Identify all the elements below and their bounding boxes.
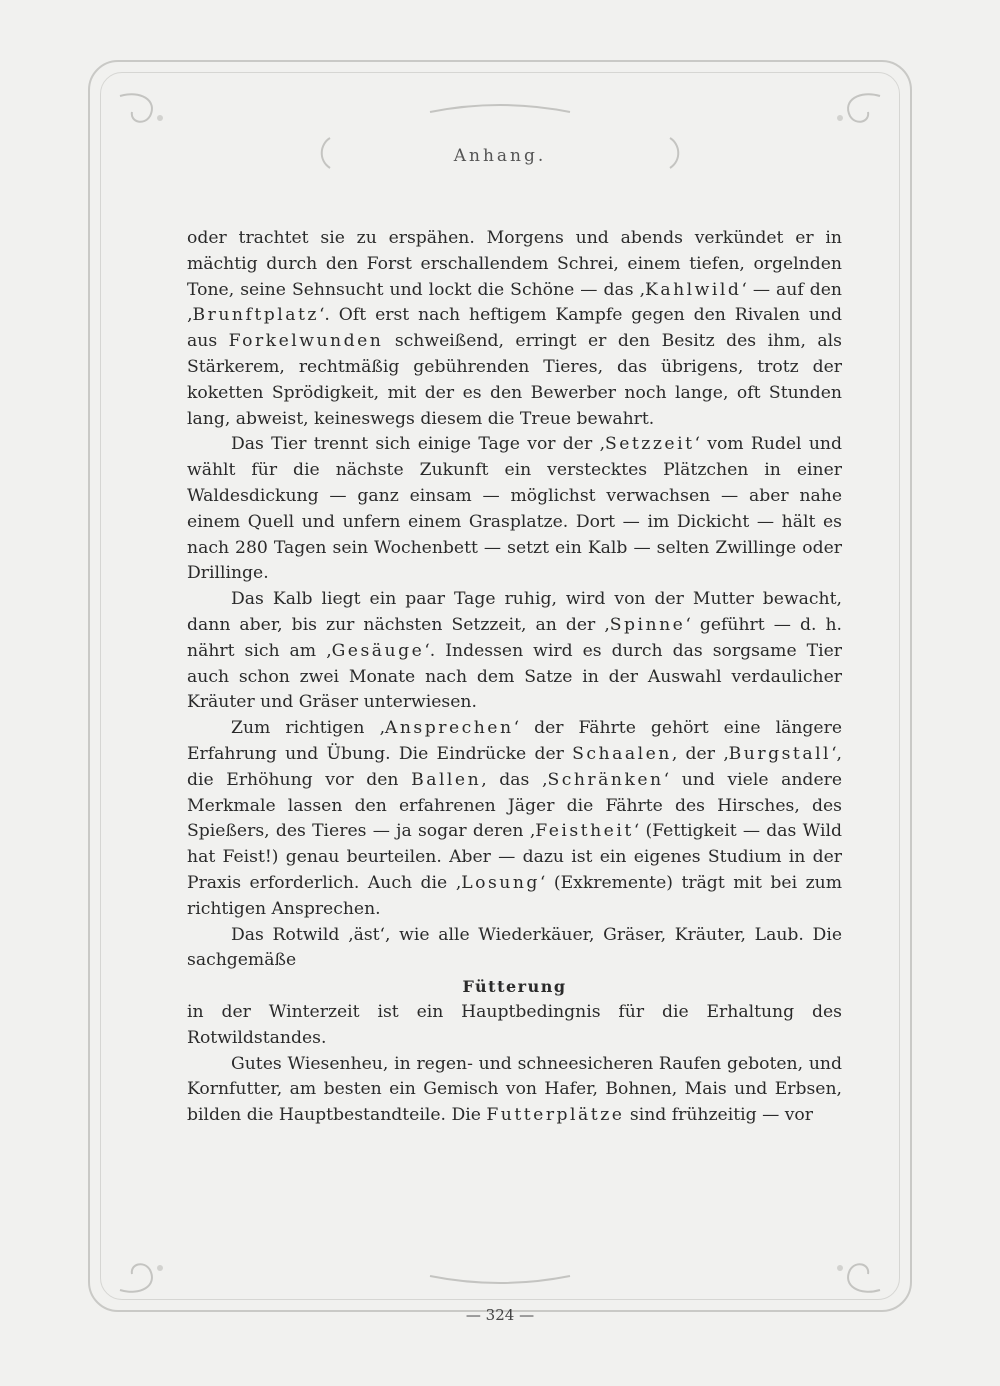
text-run: sind frühzeitig — vor <box>624 1105 813 1126</box>
page-number: — 324 — <box>465 1306 535 1324</box>
text-run: ‘. Oft erst nach heftigem Kampfe gegen den Rivalen und aus <box>187 305 842 352</box>
text-run: Das Tier trennt sich einige Tage vor der ‚ <box>231 434 605 455</box>
spaced-term: Ballen <box>411 769 482 790</box>
text-run: Das Kalb liegt ein paar Tage ruhig, wird von der Mutter bewacht, dann aber, bis zur nächsten Setzzeit, an der ‚ <box>187 589 842 635</box>
spaced-term: Brunftplatz <box>192 305 319 326</box>
text-run: ‘ vom Rudel und wählt für die nächste Zukunft ein verstecktes Plätzchen in einer Waldesdickung — ganz einsam — möglichst verwachsen — aber nahe einem Quell und unfern einem Grasplatze. Dort — im Dickicht — hält es nach 280 Tagen sein Wochenbett — setzt ein Kalb — selten Zwillinge oder Drillinge. <box>187 434 842 584</box>
spaced-term: Forkelwunden <box>228 331 384 352</box>
text-run: Gutes Wiesenheu, in regen- und schneesicheren Raufen geboten, und Kornfutter, am besten ein Gemisch von Hafer, Bohnen, Mais und Erbsen, bilden die Hauptbestandteile. Die <box>187 1053 842 1126</box>
spaced-term: Spinne <box>609 614 686 635</box>
text-run: , der ‚ <box>671 743 729 764</box>
paragraph-3 <box>187 587 842 716</box>
paragraph-2 <box>187 432 842 587</box>
text-run: Das Rotwild ‚äst‘, wie alle Wiederkäuer, Gräser, Kräuter, Laub. Die sachgemäße <box>187 924 842 971</box>
text-run: ‘ der Fährte gehört eine längere Erfahrung und Übung. Die Eindrücke der <box>187 718 842 764</box>
paragraph-6 <box>187 1000 842 1052</box>
text-run: , das ‚ <box>481 769 548 790</box>
spaced-term: Futterplätze <box>486 1105 625 1126</box>
running-head-title: Anhang. <box>453 146 547 166</box>
spaced-term: Losung <box>461 872 540 893</box>
text-run: schweißend, erringt er den Besitz des ihm, als Stärkerem, rechtmäßig gebührenden Tieres, das übrigens, trotz der koketten Sprödigkeit, mit der es den Bewerber noch lange, oft Stunden lang, abweist, keineswegs diesem die Treue bewahrt. <box>187 331 842 429</box>
main-text <box>187 226 842 1129</box>
text-run: oder trachtet sie zu erspähen. Morgens und abends verkündet er in mächtig durch den Forst erschallendem Schrei, einem tiefen, orgelnden Tone, seine Sehnsucht und lockt die Schöne — das ‚ <box>187 228 842 300</box>
spaced-term: Feistheit <box>535 821 634 842</box>
spaced-term: Ansprechen <box>384 718 514 739</box>
spaced-term: Burgstall <box>728 743 832 764</box>
spaced-term: Setzzeit <box>604 434 695 455</box>
text-run: ‘ geführt — d. h. nährt sich am ‚ <box>187 614 842 661</box>
spaced-term: Gesäuge <box>331 640 425 661</box>
text-run: ‘, die Erhöhung vor den <box>187 743 842 790</box>
text-run: Zum richtigen ‚ <box>231 718 385 739</box>
paragraph-1 <box>187 226 842 432</box>
text-run: ‘ — auf den ‚ <box>187 279 842 326</box>
spaced-term: Schaalen <box>572 743 672 764</box>
text-run: in der Winterzeit ist ein Hauptbedingnis für die Erhaltung des Rotwildstandes. <box>187 1001 842 1048</box>
text-run: ‘ (Exkremente) trägt mit bei zum richtigen Ansprechen. <box>187 872 842 919</box>
text-run: ‘ (Fettigkeit — das Wild hat Feist!) genau beurteilen. Aber — dazu ist ein eigenes Studium in der Praxis erforderlich. Auch die ‚ <box>187 821 842 893</box>
paragraph-5 <box>187 923 842 975</box>
spaced-term: Schränken <box>547 769 664 790</box>
text-run: ‘ und viele andere Merkmale lassen den erfahrenen Jäger die Fährte des Hirsches, des Spießers, des Tieres — ja sogar deren ‚ <box>187 769 842 842</box>
text-run: ‘. Indessen wird es durch das sorgsame Tier auch schon zwei Monate nach dem Satze in der Auswahl verdaulicher Kräuter und Gräser unterwiesen. <box>187 640 842 713</box>
paragraph-4 <box>187 716 842 922</box>
paragraph-7 <box>187 1052 842 1129</box>
spaced-term: Kahlwild <box>645 279 742 300</box>
section-heading: Fütterung <box>462 977 567 997</box>
